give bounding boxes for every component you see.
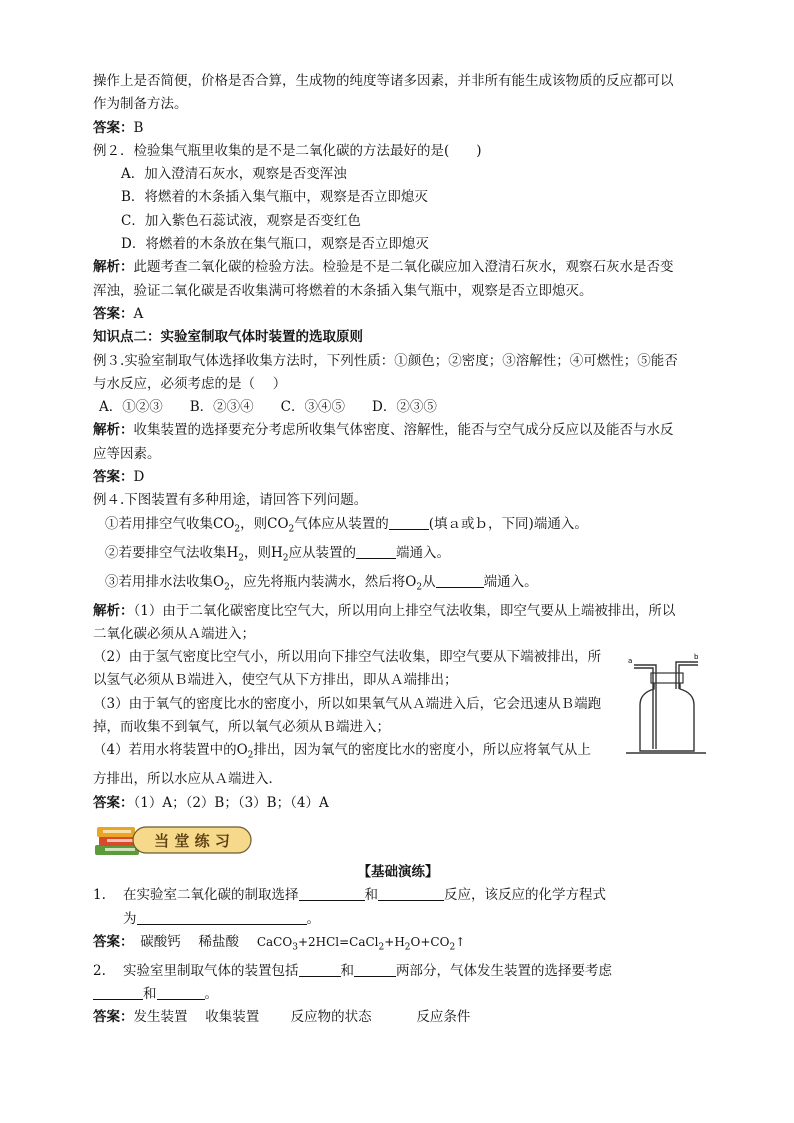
example4-q3: ③若用排水法收集$O_2$，应先将瓶内装满水，然后将$O_2$从 端通入。 [105,573,538,593]
answer-blank [436,573,484,588]
example3-question-1: 例３.实验室制取气体选择收集方法时，下列性质：①颜色；②密度；③溶解性；④可燃性；⑤能否 [93,352,678,369]
practice1-line-1: 1. 在实验室二氧化碳的制取选择 和 反应，该反应的化学方程式 [93,887,606,904]
example3-analysis-1: 解析：收集装置的选择要充分考虑所收集气体密度、溶解性，能否与空气成分反应以及能否与水反 [93,422,674,439]
example2-option-c: C．加入紫色石蕊试液，观察是否变红色 [121,212,361,229]
example4-analysis-7: （4）若用水将装置中的$O_2$排出，因为氧气的密度比水的密度小，所以应将氧气从上 [93,742,591,762]
example4-q2: ②若要排空气法收集$H_2$，则$H_2$应从装置的 端通入。 [105,544,451,564]
example2-analysis-1: 解析：此题考查二氧化碳的检验方法。检验是不是二氧化碳应加入澄清石灰水，观察石灰水是否变 [93,259,674,276]
intro-line-1: 操作上是否简便，价格是否合算，生成物的纯度等诸多因素，并非所有能生成该物质的反应都可以 [93,73,674,89]
example2-option-d: D．将燃着的木条放在集气瓶口，观察是否立即熄灭 [121,236,429,253]
practice2-answer: 答案：发生装置 收集装置 反应物的状态 反应条件 [93,1009,471,1026]
example2-answer: 答案：A [93,305,144,322]
practice2-line-1: 2. 实验室里制取气体的装置包括 和 两部分，气体发生装置的选择要考虑 [93,962,612,979]
example3-options: A．①②③ B．②③④ C．③④⑤ D．②③⑤ [99,399,437,416]
practice2-line-2: 和 。 [93,983,703,1006]
practice1-answer: 答案： 碳酸钙 稀盐酸 $CaCO_3+2HCl=CaCl_2+H_2O+CO_2↑$ [93,933,466,953]
intro-line-2: 作为制备方法。 [93,96,188,113]
example4-analysis-5: （3）由于氧气的密度比水的密度小，所以如果氧气从Ａ端进入后，它会迅速从Ｂ端跑 [93,695,602,712]
example4-analysis-2: 二氧化碳必须从Ａ端进入； [93,625,255,642]
banner-label: 当 堂 练 习 [154,831,230,850]
example4-question: 例４.下图装置有多种用途，请回答下列问题。 [93,492,368,509]
label-a: a [628,657,633,665]
example4-analysis-4: 以氢气必须从Ｂ端进入，使空气从下方排出，即从Ａ端排出； [93,672,458,689]
example2-analysis-2: 浑浊，验证二氧化碳是否收集满可将燃着的木条插入集气瓶中，观察是否立即熄灭。 [93,282,593,299]
label-b: b [694,653,699,661]
example2-question: 例２．检验集气瓶里收集的是不是二氧化碳的方法最好的是( ) [93,142,482,159]
gas-bottle-diagram [626,651,706,755]
books-icon [93,821,253,861]
answer-blank [356,544,396,559]
example2-option-a: A．加入澄清石灰水，观察是否变浑浊 [121,166,347,183]
example4-answer: 答案：（1）A；（2）B；（3）B；（4）A [93,794,329,811]
example1-answer: 答案：B [93,119,144,136]
example3-analysis-2: 应等因素。 [93,445,161,462]
practice1-line-2: 为 。 [123,910,320,927]
practice-title: 【基础演练】 [357,863,439,880]
example3-question-2: 与水反应，必须考虑的是（ ） [93,375,287,392]
example4-analysis-3: （2）由于氢气密度比空气小，所以用向下排空气法收集，即空气要从下端被排出，所 [93,649,602,666]
section2-title: 知识点二：实验室制取气体时装置的选取原则 [93,329,363,346]
example2-option-b: B．将燃着的木条插入集气瓶中，观察是否立即熄灭 [121,189,428,206]
example4-q1: ①若用排空气收集$CO_2$，则$CO_2$气体应从装置的 (填ａ或ｂ，下同)端通入。 [105,515,588,535]
document-body [93,70,703,1029]
practice-banner [93,821,703,861]
example4-analysis-8: 方排出，所以水应从Ａ端进入． [93,771,282,788]
example3-answer: 答案：D [93,469,145,486]
answer-blank [389,515,429,530]
example4-analysis-6: 掉，而收集不到氧气，所以氧气必须从Ｂ端进入； [93,719,390,736]
answer-label: 答案： [93,119,134,136]
example4-analysis-1: 解析：（1）由于二氧化碳密度比空气大，所以用向上排空气法收集，即空气要从上端被排出，所以 [93,602,676,619]
